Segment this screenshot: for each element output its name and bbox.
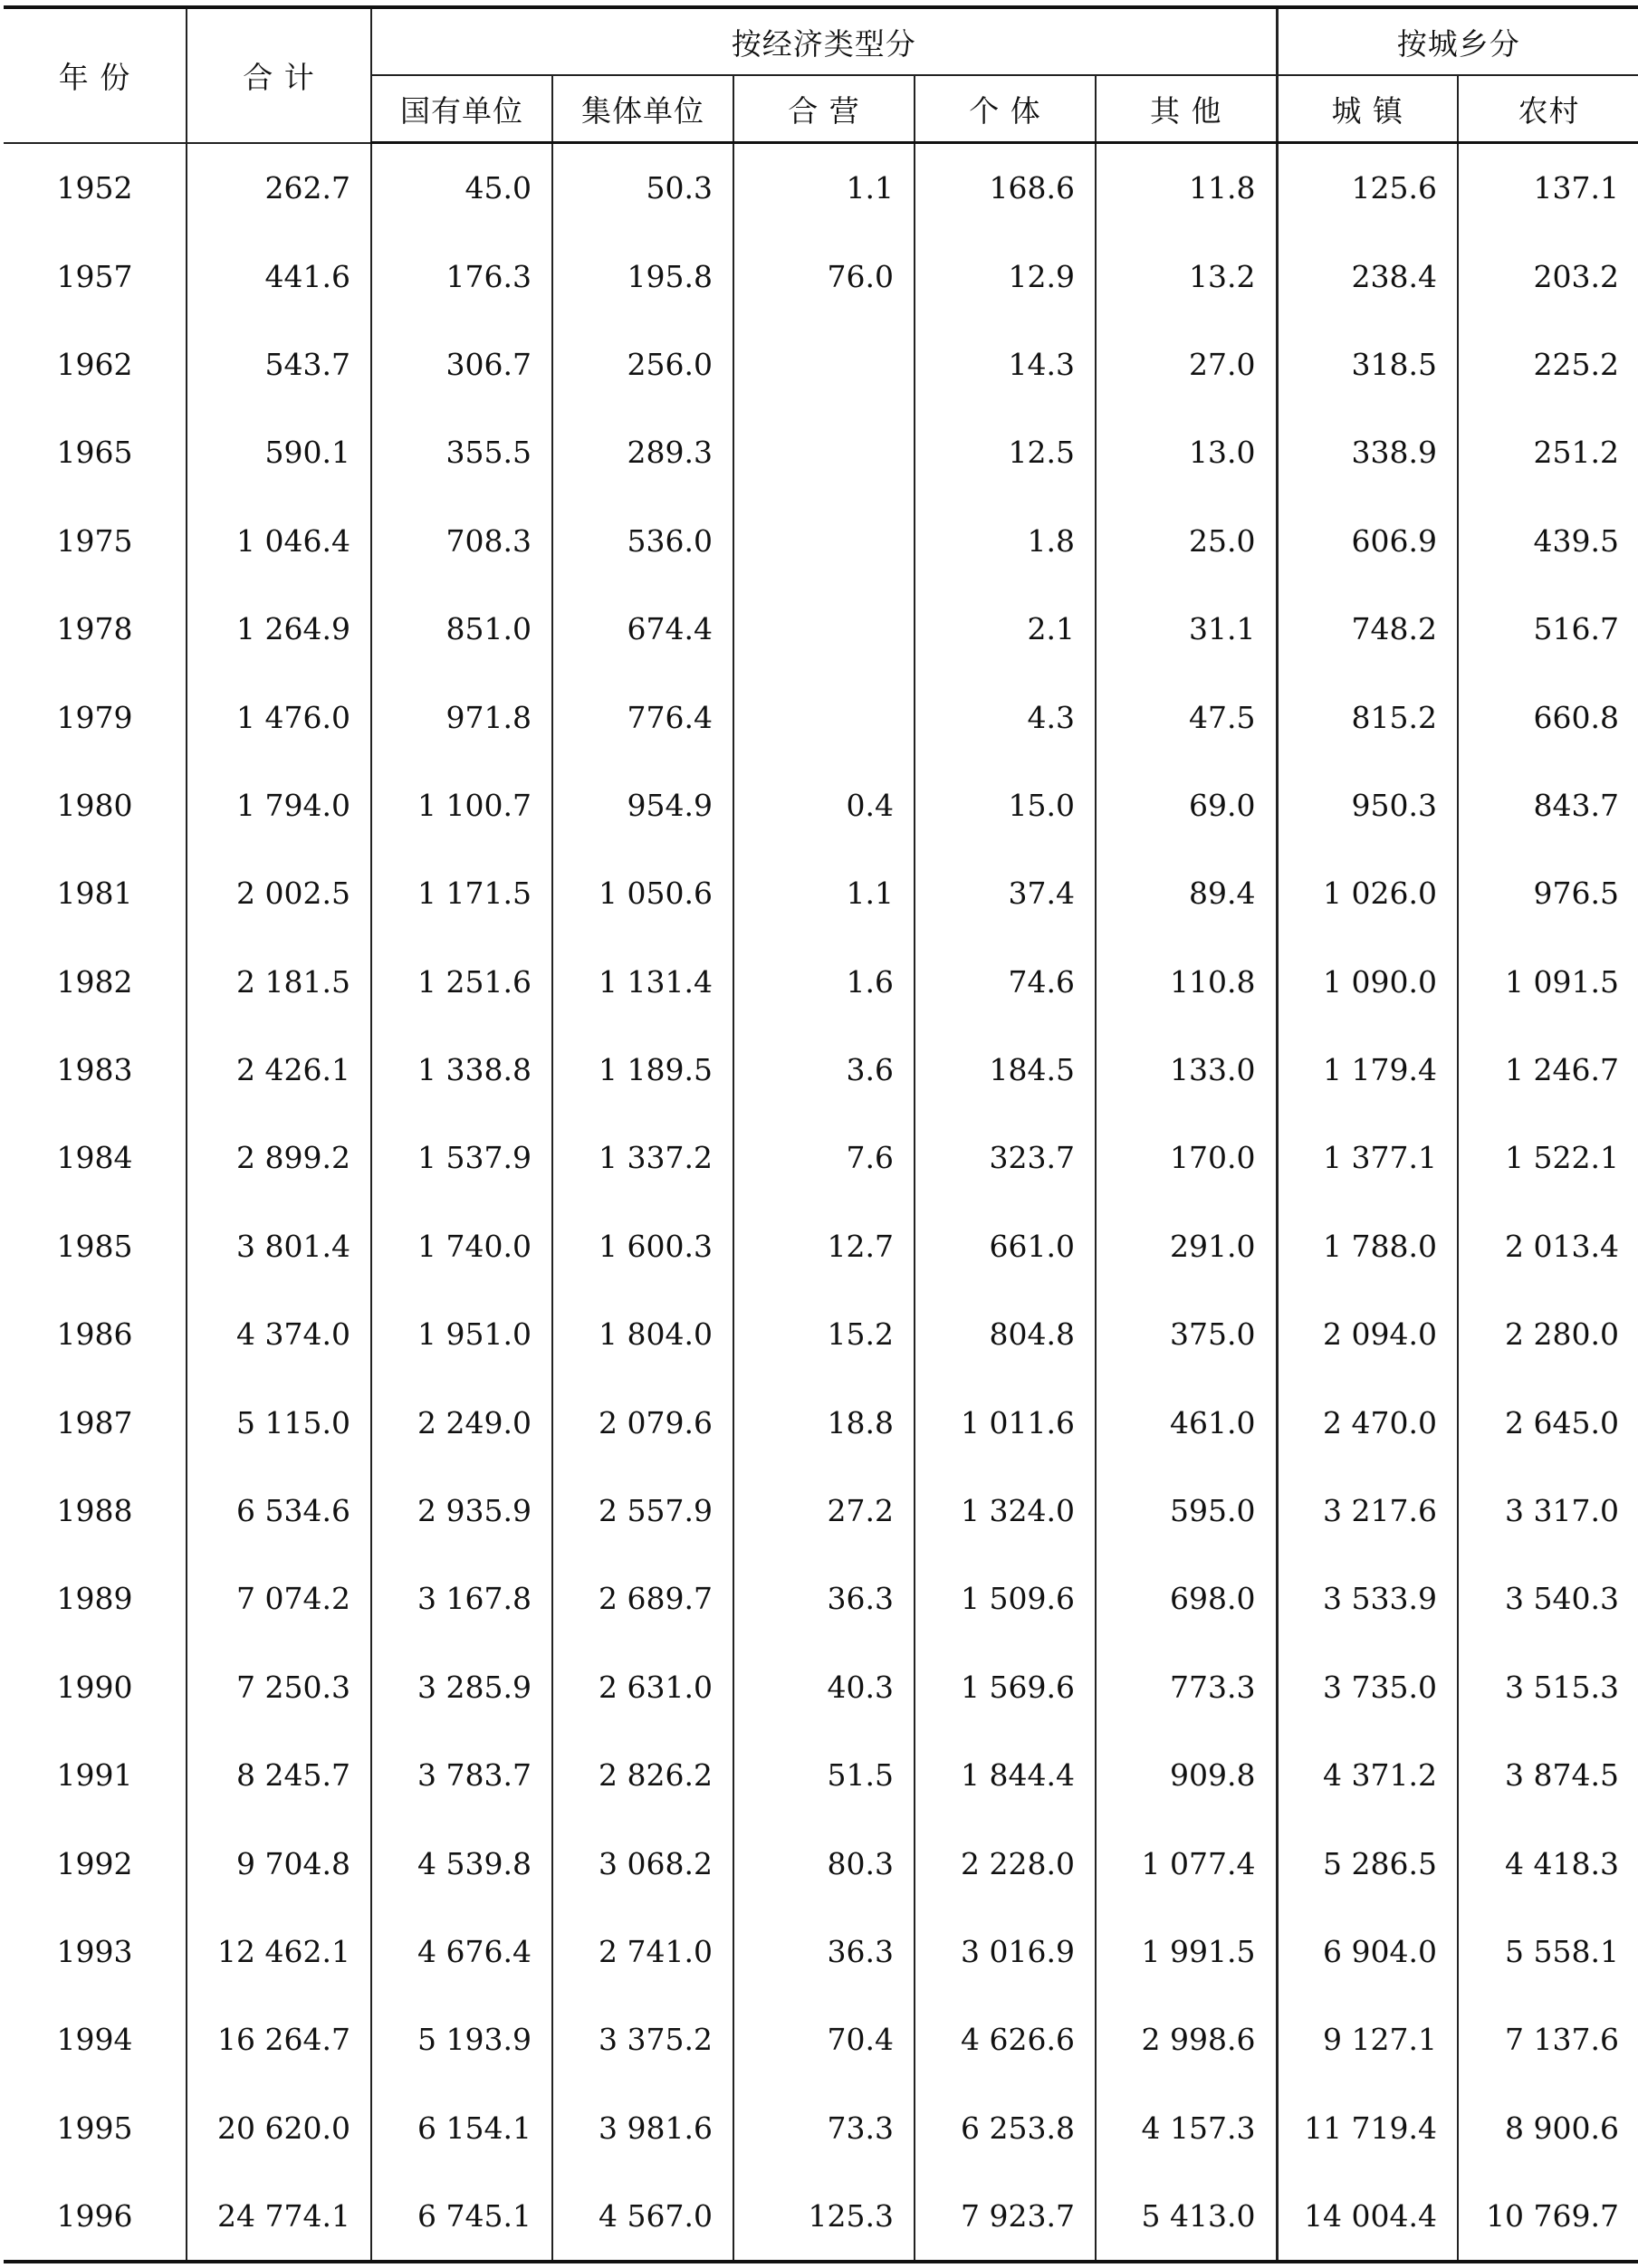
cell-year: 1982 [56, 963, 133, 1000]
header-urban: 城 镇 [1277, 75, 1458, 143]
cell-other: 1 077.4 [1096, 1819, 1277, 1907]
cell-rural: 203.2 [1458, 232, 1638, 320]
cell-urban: 238.4 [1277, 232, 1458, 320]
cell-collective: 1 337.2 [552, 1114, 733, 1201]
cell-urban: 318.5 [1277, 321, 1458, 408]
cell-urban: 1 026.0 [1277, 849, 1458, 937]
cell-year: 1992 [56, 1845, 133, 1881]
cell-total: 543.7 [187, 321, 371, 408]
cell-other: 375.0 [1096, 1290, 1277, 1378]
cell-urban: 1 377.1 [1277, 1114, 1458, 1201]
table-row [4, 1908, 1638, 1995]
cell-rural: 3 540.3 [1458, 1555, 1638, 1642]
cell-rural: 976.5 [1458, 849, 1638, 937]
cell-collective: 289.3 [552, 408, 733, 496]
cell-state: 1 537.9 [371, 1114, 552, 1201]
cell-total: 2 002.5 [187, 849, 371, 937]
cell-state: 4 676.4 [371, 1908, 552, 1995]
cell-state: 1 171.5 [371, 849, 552, 937]
cell-state: 3 285.9 [371, 1643, 552, 1731]
cell-rural: 2 013.4 [1458, 1202, 1638, 1290]
cell-rural: 516.7 [1458, 585, 1638, 673]
cell-joint: 36.3 [733, 1555, 915, 1642]
cell-other: 595.0 [1096, 1467, 1277, 1555]
cell-joint: 76.0 [733, 232, 915, 320]
cell-total: 1 046.4 [187, 497, 371, 585]
cell-joint: 125.3 [733, 2172, 915, 2262]
table-header [4, 7, 1638, 143]
cell-collective: 1 131.4 [552, 938, 733, 1026]
cell-other: 4 157.3 [1096, 2084, 1277, 2172]
table-row [4, 761, 1638, 849]
cell-other: 909.8 [1096, 1731, 1277, 1819]
cell-collective: 2 689.7 [552, 1555, 733, 1642]
cell-individual: 1 509.6 [915, 1555, 1096, 1642]
cell-other: 25.0 [1096, 497, 1277, 585]
cell-urban: 748.2 [1277, 585, 1458, 673]
cell-individual: 37.4 [915, 849, 1096, 937]
cell-urban: 5 286.5 [1277, 1819, 1458, 1907]
cell-collective: 1 050.6 [552, 849, 733, 937]
cell-other: 13.0 [1096, 408, 1277, 496]
cell-urban: 3 217.6 [1277, 1467, 1458, 1555]
cell-rural: 843.7 [1458, 761, 1638, 849]
cell-total: 7 074.2 [187, 1555, 371, 1642]
table-row [4, 1995, 1638, 2083]
cell-urban: 338.9 [1277, 408, 1458, 496]
cell-urban: 1 090.0 [1277, 938, 1458, 1026]
cell-other: 69.0 [1096, 761, 1277, 849]
cell-year: 1952 [56, 169, 133, 206]
cell-collective: 776.4 [552, 673, 733, 761]
cell-joint [733, 585, 915, 673]
table-row [4, 1026, 1638, 1114]
cell-joint [733, 321, 915, 408]
cell-collective: 1 804.0 [552, 1290, 733, 1378]
cell-individual: 1.8 [915, 497, 1096, 585]
cell-other: 13.2 [1096, 232, 1277, 320]
table-row [4, 1114, 1638, 1201]
cell-other: 11.8 [1096, 143, 1277, 233]
cell-year: 1994 [56, 2022, 133, 2058]
cell-state: 2 249.0 [371, 1378, 552, 1466]
cell-individual: 3 016.9 [915, 1908, 1096, 1995]
cell-urban: 14 004.4 [1277, 2172, 1458, 2262]
cell-individual: 2 228.0 [915, 1819, 1096, 1907]
cell-urban: 1 179.4 [1277, 1026, 1458, 1114]
cell-total: 20 620.0 [187, 2084, 371, 2172]
cell-rural: 5 558.1 [1458, 1908, 1638, 1995]
table-row [4, 2084, 1638, 2172]
cell-joint: 7.6 [733, 1114, 915, 1201]
cell-total: 24 774.1 [187, 2172, 371, 2262]
cell-other: 89.4 [1096, 849, 1277, 937]
cell-state: 708.3 [371, 497, 552, 585]
cell-total: 441.6 [187, 232, 371, 320]
statistics-table [4, 5, 1638, 2263]
cell-year: 1986 [56, 1316, 133, 1353]
cell-joint: 36.3 [733, 1908, 915, 1995]
cell-collective: 954.9 [552, 761, 733, 849]
cell-urban: 11 719.4 [1277, 2084, 1458, 2172]
cell-total: 1 794.0 [187, 761, 371, 849]
cell-year: 1979 [56, 699, 133, 735]
cell-individual: 661.0 [915, 1202, 1096, 1290]
table-row [4, 1378, 1638, 1466]
cell-joint: 73.3 [733, 2084, 915, 2172]
table-row [4, 321, 1638, 408]
cell-joint: 1.1 [733, 849, 915, 937]
cell-individual: 1 324.0 [915, 1467, 1096, 1555]
cell-collective: 3 375.2 [552, 1995, 733, 2083]
cell-total: 5 115.0 [187, 1378, 371, 1466]
cell-individual: 12.9 [915, 232, 1096, 320]
cell-rural: 439.5 [1458, 497, 1638, 585]
cell-collective: 50.3 [552, 143, 733, 233]
cell-year: 1987 [56, 1404, 133, 1440]
cell-rural: 10 769.7 [1458, 2172, 1638, 2262]
cell-individual: 74.6 [915, 938, 1096, 1026]
table-row [4, 1202, 1638, 1290]
cell-urban: 9 127.1 [1277, 1995, 1458, 2083]
cell-urban: 6 904.0 [1277, 1908, 1458, 1995]
cell-individual: 15.0 [915, 761, 1096, 849]
cell-joint [733, 497, 915, 585]
cell-state: 3 783.7 [371, 1731, 552, 1819]
cell-rural: 225.2 [1458, 321, 1638, 408]
cell-state: 4 539.8 [371, 1819, 552, 1907]
cell-other: 27.0 [1096, 321, 1277, 408]
cell-other: 773.3 [1096, 1643, 1277, 1731]
cell-total: 1 264.9 [187, 585, 371, 673]
cell-other: 2 998.6 [1096, 1995, 1277, 2083]
cell-joint: 51.5 [733, 1731, 915, 1819]
cell-total: 2 181.5 [187, 938, 371, 1026]
cell-year: 1985 [56, 1228, 133, 1264]
cell-other: 110.8 [1096, 938, 1277, 1026]
cell-total: 16 264.7 [187, 1995, 371, 2083]
cell-other: 291.0 [1096, 1202, 1277, 1290]
cell-individual: 4 626.6 [915, 1995, 1096, 2083]
cell-rural: 1 246.7 [1458, 1026, 1638, 1114]
cell-joint: 0.4 [733, 761, 915, 849]
header-group-urban-rural: 按城乡分 [1277, 7, 1638, 75]
cell-collective: 3 981.6 [552, 2084, 733, 2172]
cell-other: 170.0 [1096, 1114, 1277, 1201]
cell-total: 6 534.6 [187, 1467, 371, 1555]
cell-total: 7 250.3 [187, 1643, 371, 1731]
cell-total: 2 426.1 [187, 1026, 371, 1114]
cell-urban: 3 533.9 [1277, 1555, 1458, 1642]
cell-year: 1980 [56, 787, 133, 823]
cell-year: 1988 [56, 1493, 133, 1529]
cell-rural: 660.8 [1458, 673, 1638, 761]
cell-individual: 2.1 [915, 585, 1096, 673]
table-row [4, 143, 1638, 233]
cell-state: 5 193.9 [371, 1995, 552, 2083]
table-row [4, 585, 1638, 673]
table-body [4, 143, 1638, 2263]
cell-year: 1981 [56, 876, 133, 912]
cell-urban: 125.6 [1277, 143, 1458, 233]
table-row [4, 1290, 1638, 1378]
table-row [4, 938, 1638, 1026]
cell-total: 9 704.8 [187, 1819, 371, 1907]
cell-state: 971.8 [371, 673, 552, 761]
cell-total: 2 899.2 [187, 1114, 371, 1201]
cell-state: 1 100.7 [371, 761, 552, 849]
cell-state: 6 745.1 [371, 2172, 552, 2262]
header-year: 年 份 [4, 7, 187, 143]
cell-rural: 3 317.0 [1458, 1467, 1638, 1555]
cell-rural: 1 091.5 [1458, 938, 1638, 1026]
cell-collective: 2 079.6 [552, 1378, 733, 1466]
cell-year: 1993 [56, 1934, 133, 1969]
cell-collective: 3 068.2 [552, 1819, 733, 1907]
cell-joint [733, 408, 915, 496]
cell-state: 851.0 [371, 585, 552, 673]
cell-year: 1990 [56, 1669, 133, 1705]
cell-individual: 1 011.6 [915, 1378, 1096, 1466]
cell-joint: 27.2 [733, 1467, 915, 1555]
cell-individual: 14.3 [915, 321, 1096, 408]
header-collective: 集体单位 [552, 75, 733, 143]
cell-urban: 4 371.2 [1277, 1731, 1458, 1819]
cell-year: 1983 [56, 1052, 133, 1088]
cell-rural: 1 522.1 [1458, 1114, 1638, 1201]
cell-total: 3 801.4 [187, 1202, 371, 1290]
cell-collective: 1 189.5 [552, 1026, 733, 1114]
cell-state: 1 338.8 [371, 1026, 552, 1114]
cell-urban: 2 094.0 [1277, 1290, 1458, 1378]
cell-year: 1962 [56, 346, 133, 382]
cell-joint: 80.3 [733, 1819, 915, 1907]
cell-urban: 815.2 [1277, 673, 1458, 761]
cell-joint: 15.2 [733, 1290, 915, 1378]
cell-individual: 12.5 [915, 408, 1096, 496]
cell-collective: 2 826.2 [552, 1731, 733, 1819]
cell-total: 1 476.0 [187, 673, 371, 761]
table-row [4, 849, 1638, 937]
cell-other: 133.0 [1096, 1026, 1277, 1114]
table-row [4, 497, 1638, 585]
cell-rural: 3 874.5 [1458, 1731, 1638, 1819]
cell-state: 3 167.8 [371, 1555, 552, 1642]
cell-joint: 3.6 [733, 1026, 915, 1114]
cell-other: 461.0 [1096, 1378, 1277, 1466]
cell-collective: 4 567.0 [552, 2172, 733, 2262]
cell-collective: 2 631.0 [552, 1643, 733, 1731]
header-joint: 合 营 [733, 75, 915, 143]
header-group-economic: 按经济类型分 [371, 7, 1277, 75]
cell-rural: 3 515.3 [1458, 1643, 1638, 1731]
table-row [4, 1467, 1638, 1555]
cell-joint: 1.1 [733, 143, 915, 233]
cell-collective: 674.4 [552, 585, 733, 673]
cell-total: 590.1 [187, 408, 371, 496]
cell-year: 1965 [56, 435, 133, 471]
cell-individual: 804.8 [915, 1290, 1096, 1378]
cell-individual: 6 253.8 [915, 2084, 1096, 2172]
header-individual: 个 体 [915, 75, 1096, 143]
cell-collective: 2 557.9 [552, 1467, 733, 1555]
cell-joint: 70.4 [733, 1995, 915, 2083]
cell-joint: 18.8 [733, 1378, 915, 1466]
cell-total: 262.7 [187, 143, 371, 233]
cell-year: 1996 [4, 2172, 187, 2262]
cell-rural: 251.2 [1458, 408, 1638, 496]
table-row [4, 673, 1638, 761]
cell-state: 1 740.0 [371, 1202, 552, 1290]
cell-state: 1 951.0 [371, 1290, 552, 1378]
cell-other: 47.5 [1096, 673, 1277, 761]
header-rural: 农村 [1458, 75, 1638, 143]
cell-state: 176.3 [371, 232, 552, 320]
cell-rural: 8 900.6 [1458, 2084, 1638, 2172]
cell-state: 45.0 [371, 143, 552, 233]
cell-joint [733, 673, 915, 761]
cell-year: 1975 [56, 522, 133, 559]
cell-state: 355.5 [371, 408, 552, 496]
cell-rural: 137.1 [1458, 143, 1638, 233]
header-row-group [4, 7, 1638, 75]
cell-individual: 184.5 [915, 1026, 1096, 1114]
header-other: 其 他 [1096, 75, 1277, 143]
cell-year: 1989 [56, 1581, 133, 1617]
table-row [4, 1643, 1638, 1731]
table-row [4, 1731, 1638, 1819]
cell-urban: 2 470.0 [1277, 1378, 1458, 1466]
cell-collective: 536.0 [552, 497, 733, 585]
cell-individual: 1 844.4 [915, 1731, 1096, 1819]
cell-other: 31.1 [1096, 585, 1277, 673]
cell-rural: 2 280.0 [1458, 1290, 1638, 1378]
cell-collective: 195.8 [552, 232, 733, 320]
cell-year: 1991 [56, 1757, 133, 1794]
cell-rural: 4 418.3 [1458, 1819, 1638, 1907]
header-total: 合 计 [187, 7, 371, 143]
cell-urban: 1 788.0 [1277, 1202, 1458, 1290]
cell-collective: 1 600.3 [552, 1202, 733, 1290]
cell-joint: 12.7 [733, 1202, 915, 1290]
table-row [4, 1819, 1638, 1907]
cell-year: 1978 [56, 611, 133, 647]
cell-rural: 7 137.6 [1458, 1995, 1638, 2083]
cell-rural: 2 645.0 [1458, 1378, 1638, 1466]
cell-state: 306.7 [371, 321, 552, 408]
cell-urban: 606.9 [1277, 497, 1458, 585]
table-row [4, 2172, 1638, 2262]
cell-urban: 950.3 [1277, 761, 1458, 849]
cell-year: 1957 [56, 258, 133, 294]
cell-individual: 323.7 [915, 1114, 1096, 1201]
cell-state: 6 154.1 [371, 2084, 552, 2172]
table-row [4, 232, 1638, 320]
cell-individual: 7 923.7 [915, 2172, 1096, 2262]
cell-other: 698.0 [1096, 1555, 1277, 1642]
cell-year: 1984 [56, 1140, 133, 1176]
cell-individual: 168.6 [915, 143, 1096, 233]
cell-other: 1 991.5 [1096, 1908, 1277, 1995]
header-state: 国有单位 [371, 75, 552, 143]
cell-individual: 4.3 [915, 673, 1096, 761]
cell-total: 12 462.1 [187, 1908, 371, 1995]
cell-state: 2 935.9 [371, 1467, 552, 1555]
cell-collective: 2 741.0 [552, 1908, 733, 1995]
table-row [4, 408, 1638, 496]
cell-year: 1995 [56, 2110, 133, 2146]
cell-individual: 1 569.6 [915, 1643, 1096, 1731]
cell-urban: 3 735.0 [1277, 1643, 1458, 1731]
cell-joint: 40.3 [733, 1643, 915, 1731]
cell-joint: 1.6 [733, 938, 915, 1026]
table-row [4, 1555, 1638, 1642]
cell-collective: 256.0 [552, 321, 733, 408]
cell-total: 8 245.7 [187, 1731, 371, 1819]
cell-total: 4 374.0 [187, 1290, 371, 1378]
cell-state: 1 251.6 [371, 938, 552, 1026]
cell-other: 5 413.0 [1096, 2172, 1277, 2262]
